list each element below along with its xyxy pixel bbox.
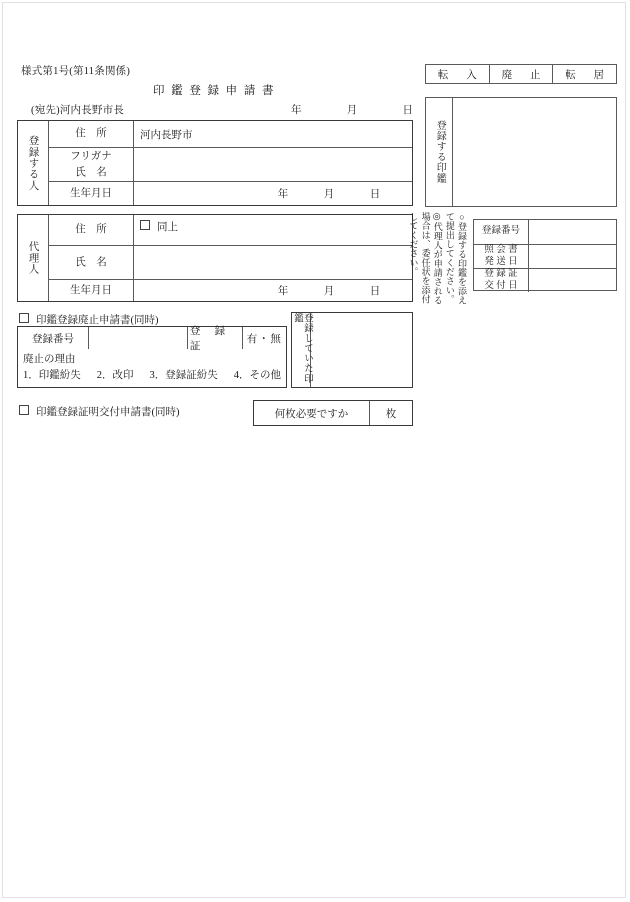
registrant-side-label: 登録する人	[18, 121, 49, 205]
application-kind-table	[425, 64, 617, 84]
addressee-label: (宛先)河内長野市長	[31, 105, 125, 116]
page-title: 印鑑登録申請書	[153, 85, 281, 97]
registrant-birth-value[interactable]	[134, 182, 412, 205]
abolition-checkbox[interactable]	[19, 313, 29, 323]
application-date-line	[291, 102, 413, 117]
office-inquiry-label-line2: 発 送 日	[484, 256, 518, 267]
copies-unit-label[interactable]: 枚	[385, 408, 397, 420]
date-month-label: 月	[346, 105, 358, 116]
certificate-application-option[interactable]	[19, 404, 180, 419]
agent-name-value[interactable]	[134, 246, 412, 279]
agent-birth-value[interactable]	[134, 280, 412, 301]
agent-table	[17, 214, 413, 302]
instruction-note-2: ◎代理人が申請される場合は、委任状を添付してください。	[408, 212, 443, 305]
instruction-note-1: ○登録する印鑑を添えて提出してください。	[444, 212, 467, 305]
kind-option-haishi[interactable]: 廃 止	[489, 65, 553, 83]
kind-option-tennyu[interactable]: 転 入	[437, 69, 481, 81]
registrant-birth-label: 生年月日	[49, 182, 134, 205]
office-issue-label	[474, 269, 529, 292]
abolition-reason-2[interactable]: 2．改印	[96, 370, 134, 381]
abolition-table	[17, 326, 287, 388]
new-seal-box	[425, 97, 617, 207]
new-seal-label: 登録する印鑑	[426, 98, 453, 206]
registrant-birth-day: 日	[369, 189, 381, 200]
registrant-name-label	[49, 148, 134, 181]
office-issue-label-line1: 登 録 証	[484, 268, 518, 279]
date-year-label: 年	[291, 105, 302, 116]
agent-address-value[interactable]	[134, 215, 412, 245]
agent-birth-day: 日	[369, 286, 381, 297]
agent-address-label: 住 所	[49, 215, 134, 245]
agent-birth-year: 年	[277, 286, 289, 297]
form-page	[2, 2, 626, 898]
office-use-table	[473, 219, 617, 291]
registrant-table	[17, 120, 413, 206]
abolition-cert-label: 登 録 証	[188, 327, 243, 349]
old-seal-stamp-area[interactable]	[311, 313, 412, 387]
copies-table	[253, 400, 413, 426]
office-inquiry-label-line1: 照 会 書	[484, 244, 518, 255]
registrant-birth-year: 年	[277, 189, 289, 200]
copies-question-label: 何枚必要ですか	[254, 401, 370, 425]
office-issue-label-line2: 交 付 日	[484, 280, 518, 291]
agent-side-label: 代理人	[18, 215, 49, 301]
office-inquiry-label	[474, 245, 529, 268]
abolition-cert-options[interactable]: 有・無	[246, 333, 283, 345]
old-seal-box	[291, 312, 413, 388]
abolition-reason-title: 廃止の理由	[23, 354, 76, 365]
abolition-regnumber-value[interactable]	[89, 327, 188, 349]
registrant-name-text: 氏 名	[75, 166, 107, 178]
abolition-reason-options	[23, 367, 281, 382]
certificate-checkbox-label: 印鑑登録証明交付申請書(同時)	[36, 407, 180, 418]
registrant-birth-month: 月	[323, 189, 335, 200]
agent-name-label: 氏 名	[49, 246, 134, 279]
registrant-name-value[interactable]	[134, 148, 412, 181]
new-seal-stamp-area[interactable]	[453, 98, 616, 206]
same-as-above-checkbox[interactable]	[140, 220, 150, 230]
office-regnumber-label: 登録番号	[474, 220, 529, 244]
form-code-label: 様式第1号(第11条関係)	[21, 66, 131, 77]
registrant-furigana-label: フリガナ	[70, 151, 112, 163]
instruction-notes	[408, 212, 468, 306]
agent-birth-month: 月	[323, 286, 335, 297]
abolition-regnumber-label: 登録番号	[18, 327, 89, 349]
old-seal-label: 登録していた印鑑	[292, 313, 311, 387]
agent-birth-label: 生年月日	[49, 280, 134, 301]
abolition-reason-4[interactable]: 4．その他	[233, 370, 281, 381]
office-issue-value[interactable]	[529, 269, 616, 292]
certificate-checkbox[interactable]	[19, 405, 29, 415]
office-regnumber-value[interactable]	[529, 220, 616, 244]
registrant-address-label: 住 所	[49, 121, 134, 147]
abolition-reason-1[interactable]: 1．印鑑紛失	[23, 370, 81, 381]
abolition-application-option[interactable]	[19, 312, 159, 327]
kind-option-tenkyo[interactable]: 転 居	[552, 65, 616, 83]
date-day-label: 日	[402, 105, 413, 116]
office-inquiry-value[interactable]	[529, 245, 616, 268]
abolition-checkbox-label: 印鑑登録廃止申請書(同時)	[36, 315, 159, 326]
abolition-reason-3[interactable]: 3．登録証紛失	[149, 370, 218, 381]
same-as-above-label: 同上	[157, 222, 178, 233]
registrant-address-value[interactable]: 河内長野市	[140, 129, 193, 141]
